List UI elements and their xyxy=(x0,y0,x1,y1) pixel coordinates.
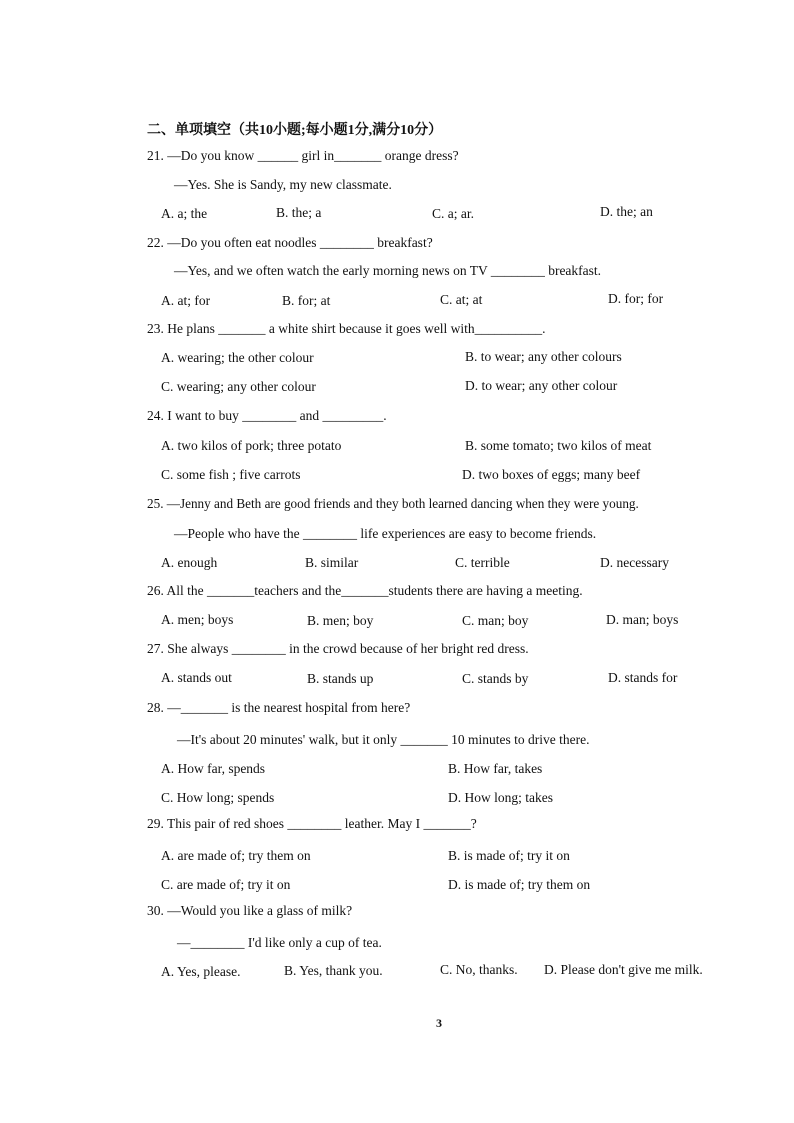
question-26-stem: 26. All the _______teachers and the_______students there are having a meeting. xyxy=(147,583,583,598)
question-22-stem: 22. —Do you often eat noodles ________ breakfast? xyxy=(147,235,433,250)
question-23-option-d[interactable]: D. to wear; any other colour xyxy=(465,378,618,393)
question-26-option-d[interactable]: D. man; boys xyxy=(606,612,679,627)
question-26-option-b[interactable]: B. men; boy xyxy=(307,613,374,628)
question-27-option-c[interactable]: C. stands by xyxy=(462,671,529,686)
question-24-stem: 24. I want to buy ________ and _________. xyxy=(147,408,387,423)
page-number: 3 xyxy=(436,1016,442,1030)
question-30-option-d[interactable]: D. Please don't give me milk. xyxy=(544,962,703,977)
question-28-reply: —It's about 20 minutes' walk, but it only _______ 10 minutes to drive there. xyxy=(177,732,590,747)
question-21-option-b[interactable]: B. the; a xyxy=(276,205,322,220)
question-27-option-a[interactable]: A. stands out xyxy=(161,670,232,685)
question-26-option-c[interactable]: C. man; boy xyxy=(462,613,529,628)
question-27-stem: 27. She always ________ in the crowd because of her bright red dress. xyxy=(147,641,529,656)
question-29-option-d[interactable]: D. is made of; try them on xyxy=(448,877,591,892)
question-27-option-b[interactable]: B. stands up xyxy=(307,671,374,686)
question-27-option-d[interactable]: D. stands for xyxy=(608,670,678,685)
question-29-stem: 29. This pair of red shoes ________ leather. May I _______? xyxy=(147,816,477,831)
question-21-stem: 21. —Do you know ______ girl in_______ orange dress? xyxy=(147,148,459,163)
question-22-option-b[interactable]: B. for; at xyxy=(282,293,331,308)
question-30-reply: —________ I'd like only a cup of tea. xyxy=(177,935,382,950)
question-22-option-a[interactable]: A. at; for xyxy=(161,293,211,308)
question-26-option-a[interactable]: A. men; boys xyxy=(161,612,234,627)
question-21-option-a[interactable]: A. a; the xyxy=(161,206,208,221)
question-28-stem: 28. —_______ is the nearest hospital from here? xyxy=(147,700,411,715)
question-28-option-d[interactable]: D. How long; takes xyxy=(448,790,553,805)
question-28-option-c[interactable]: C. How long; spends xyxy=(161,790,275,805)
question-30-option-a[interactable]: A. Yes, please. xyxy=(161,964,241,979)
question-23-option-a[interactable]: A. wearing; the other colour xyxy=(161,350,314,365)
question-22-option-d[interactable]: D. for; for xyxy=(608,291,664,306)
question-25-option-b[interactable]: B. similar xyxy=(305,555,359,570)
question-21-option-d[interactable]: D. the; an xyxy=(600,204,653,219)
question-23-option-c[interactable]: C. wearing; any other colour xyxy=(161,379,316,394)
question-24-option-c[interactable]: C. some fish ; five carrots xyxy=(161,467,301,482)
question-29-option-a[interactable]: A. are made of; try them on xyxy=(161,848,311,863)
section-title: 二、单项填空（共10小题;每小题1分,满分10分） xyxy=(147,123,443,138)
question-28-option-a[interactable]: A. How far, spends xyxy=(161,761,266,776)
question-24-option-b[interactable]: B. some tomato; two kilos of meat xyxy=(465,438,652,453)
question-29-option-c[interactable]: C. are made of; try it on xyxy=(161,877,291,892)
question-24-option-d[interactable]: D. two boxes of eggs; many beef xyxy=(462,467,641,482)
question-25-option-a[interactable]: A. enough xyxy=(161,555,218,570)
question-30-option-c[interactable]: C. No, thanks. xyxy=(440,962,518,977)
question-22-reply: —Yes, and we often watch the early morning news on TV ________ breakfast. xyxy=(174,263,602,278)
question-29-option-b[interactable]: B. is made of; try it on xyxy=(448,848,570,863)
question-22-option-c[interactable]: C. at; at xyxy=(440,292,483,307)
question-24-option-a[interactable]: A. two kilos of pork; three potato xyxy=(161,438,342,453)
question-30-stem: 30. —Would you like a glass of milk? xyxy=(147,903,353,918)
question-25-reply: —People who have the ________ life experiences are easy to become friends. xyxy=(174,526,597,541)
question-28-option-b[interactable]: B. How far, takes xyxy=(448,761,543,776)
question-25-stem: 25. —Jenny and Beth are good friends and they both learned dancing when they were young. xyxy=(147,496,639,511)
question-25-option-c[interactable]: C. terrible xyxy=(455,555,510,570)
question-30-option-b[interactable]: B. Yes, thank you. xyxy=(284,963,383,978)
question-25-option-d[interactable]: D. necessary xyxy=(600,555,669,570)
question-23-option-b[interactable]: B. to wear; any other colours xyxy=(465,349,622,364)
question-21-reply: —Yes. She is Sandy, my new classmate. xyxy=(174,177,392,192)
question-23-stem: 23. He plans _______ a white shirt because it goes well with__________. xyxy=(147,321,546,336)
question-21-option-c[interactable]: C. a; ar. xyxy=(432,206,474,221)
